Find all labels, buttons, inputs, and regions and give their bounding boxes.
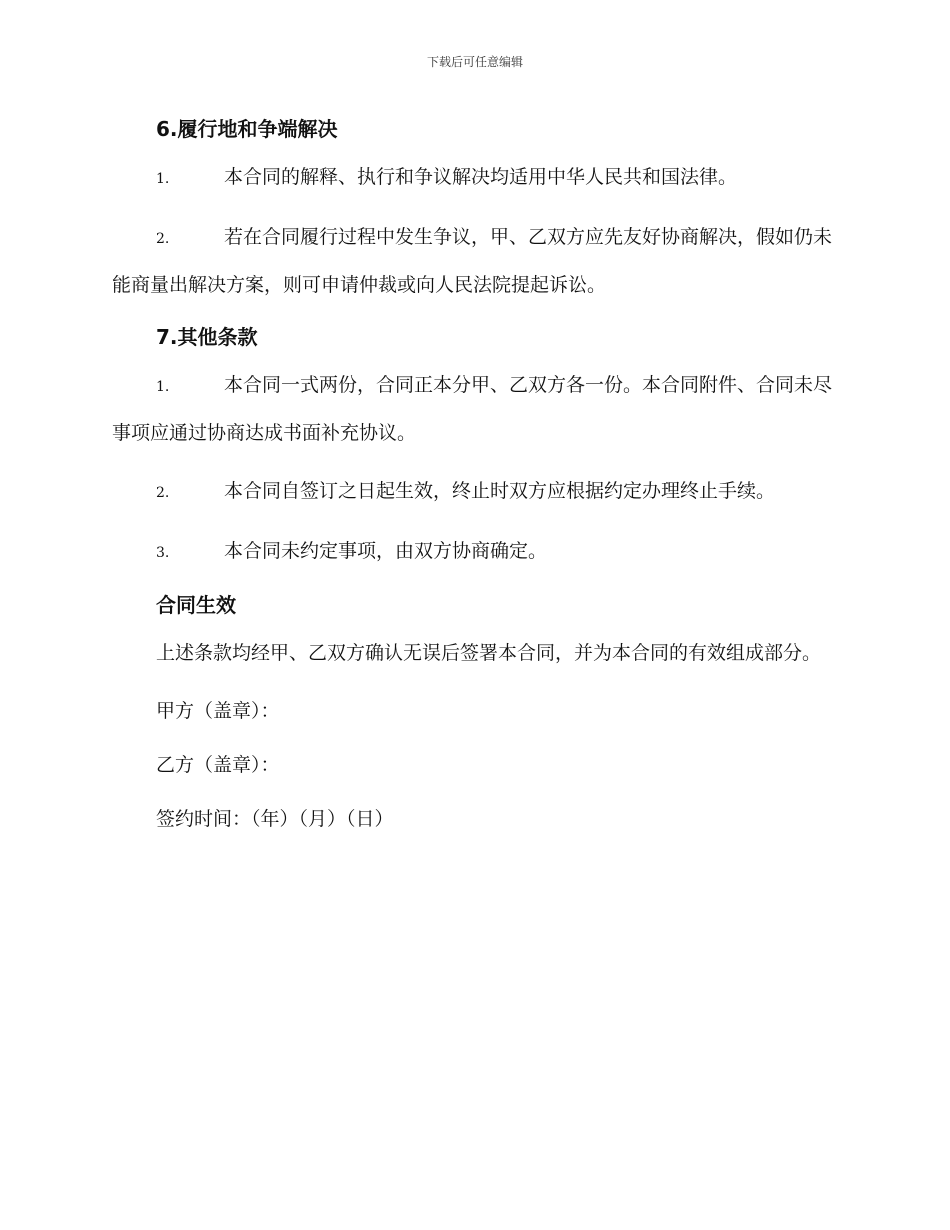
document-body xyxy=(112,112,838,842)
clause-number: 1. xyxy=(156,171,170,187)
clause-text: 若在合同履行过程中发生争议，甲、乙双方应先友好协商解决，假如仍未能商量出解决方案，则可申请仲裁或向人民法院提起诉讼。 xyxy=(112,226,833,296)
page-header-note: 下载后可任意编辑 xyxy=(426,55,523,69)
section-6-title: 6.履行地和争端解决 xyxy=(156,117,338,141)
clause-6-1 xyxy=(112,154,838,202)
clause-text: 本合同一式两份，合同正本分甲、乙双方各一份。本合同附件、合同未尽事项应通过协商达成书面补充协议。 xyxy=(112,374,833,444)
signing-date-line: 签约时间：（年）（月）（日） xyxy=(156,808,394,830)
clause-number: 2. xyxy=(156,485,170,501)
party-a-signature-line: 甲方（盖章）： xyxy=(156,700,280,722)
clause-text: 本合同的解释、执行和争议解决均适用中华人民共和国法律。 xyxy=(224,166,738,188)
clause-text: 本合同未约定事项，由双方协商确定。 xyxy=(224,540,548,562)
clause-number: 1. xyxy=(156,379,170,395)
clause-text: 本合同自签订之日起生效，终止时双方应根据约定办理终止手续。 xyxy=(224,480,776,502)
effect-text: 上述条款均经甲、乙双方确认无误后签署本合同，并为本合同的有效组成部分。 xyxy=(156,642,822,664)
clause-7-2 xyxy=(112,468,838,516)
clause-6-2 xyxy=(112,214,838,308)
clause-7-3 xyxy=(112,528,838,576)
effect-title: 合同生效 xyxy=(156,593,236,617)
clause-7-1 xyxy=(112,362,838,456)
party-b-signature-line: 乙方（盖章）： xyxy=(156,754,280,776)
clause-number: 2. xyxy=(156,231,170,247)
clause-number: 3. xyxy=(156,545,170,561)
section-7-title: 7.其他条款 xyxy=(156,325,258,349)
